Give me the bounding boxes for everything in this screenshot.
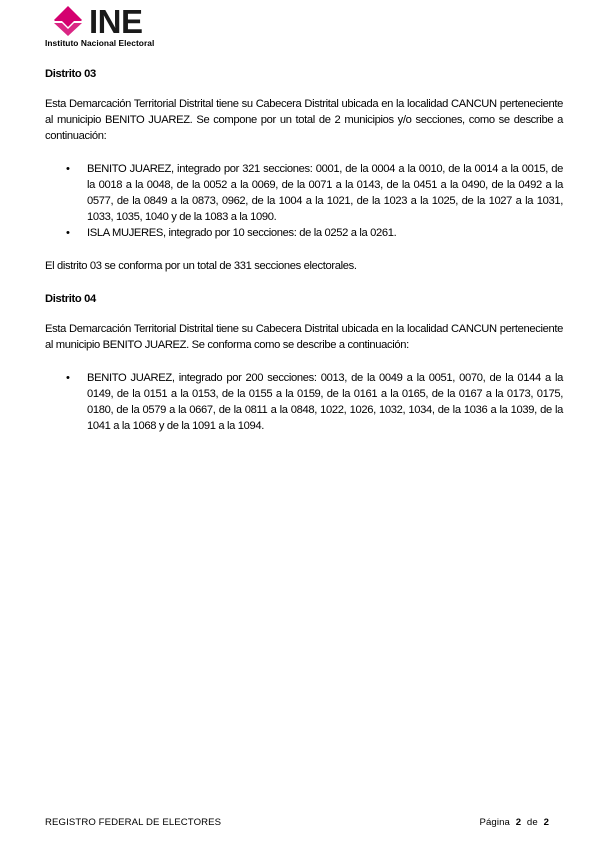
district-heading: Distrito 04	[45, 293, 96, 305]
page-label: Página	[479, 817, 510, 828]
district-summary: El distrito 03 se conforma por un total de 331 secciones electorales.	[45, 260, 357, 272]
page-footer	[45, 817, 549, 828]
district-section	[45, 291, 563, 434]
document-body	[45, 66, 563, 451]
list-item-text: BENITO JUAREZ, integrado por 321 secciones: 0001, de la 0004 a la 0010, de la 0014 a la 0015, de la 0018 a la 0048, de la 0052 a la 0069, de la 0071 a la 0143, de la 0451 a la 0490, de la 0492 a la 0577, de la 0849 a la 0873, 0962, de la 1004 a la 1021, de la 1023 a la 1025, de la 1027 a la 1031, 1033, 1035, 1040 y de la 1083 a la 1090.	[87, 163, 563, 223]
logo-wordmark: INE	[89, 4, 143, 38]
district-intro: Esta Demarcación Territorial Distrital tiene su Cabecera Distrital ubicada en la localidad CANCUN perteneciente al municipio BENITO JUAREZ. Se conforma como se describe a continuación:	[45, 323, 563, 351]
footer-registry-label: REGISTRO FEDERAL DE ELECTORES	[45, 817, 222, 828]
list-item-text: ISLA MUJERES, integrado por 10 secciones: de la 0252 a la 0261.	[87, 227, 397, 239]
ine-logo-mark	[44, 4, 194, 38]
page-number	[479, 817, 549, 828]
bullet-icon: •	[66, 372, 70, 384]
page-of: de	[526, 817, 538, 828]
municipality-list	[45, 370, 563, 434]
district-section	[45, 66, 563, 274]
list-item	[45, 225, 563, 241]
list-item	[45, 161, 563, 225]
ine-logo	[44, 4, 194, 48]
list-item-text: BENITO JUAREZ, integrado por 200 secciones: 0013, de la 0049 a la 0051, 0070, de la 0144 a la 0149, de la 0151 a la 0153, de la 0155 a la 0159, de la 0161 a la 0165, de la 0167 a la 0173, 0175, 0180, de la 0579 a la 0667, de la 0811 a la 0848, 1022, 1026, 1032, 1034, de la 1036 a la 1039, de la 1041 a la 1068 y de la 1091 a la 1094.	[87, 372, 563, 432]
page-total: 2	[543, 817, 549, 828]
district-intro: Esta Demarcación Territorial Distrital tiene su Cabecera Distrital ubicada en la localidad CANCUN perteneciente al municipio BENITO JUAREZ. Se compone por un total de 2 municipios y/o secciones, como se describe a continuación:	[45, 98, 563, 142]
page-current: 2	[515, 817, 522, 828]
bullet-icon: •	[66, 163, 70, 175]
district-heading: Distrito 03	[45, 68, 96, 80]
logo-subtitle: Instituto Nacional Electoral	[45, 38, 155, 48]
list-item	[45, 370, 563, 434]
municipality-list	[45, 161, 563, 241]
bullet-icon: •	[66, 227, 70, 239]
